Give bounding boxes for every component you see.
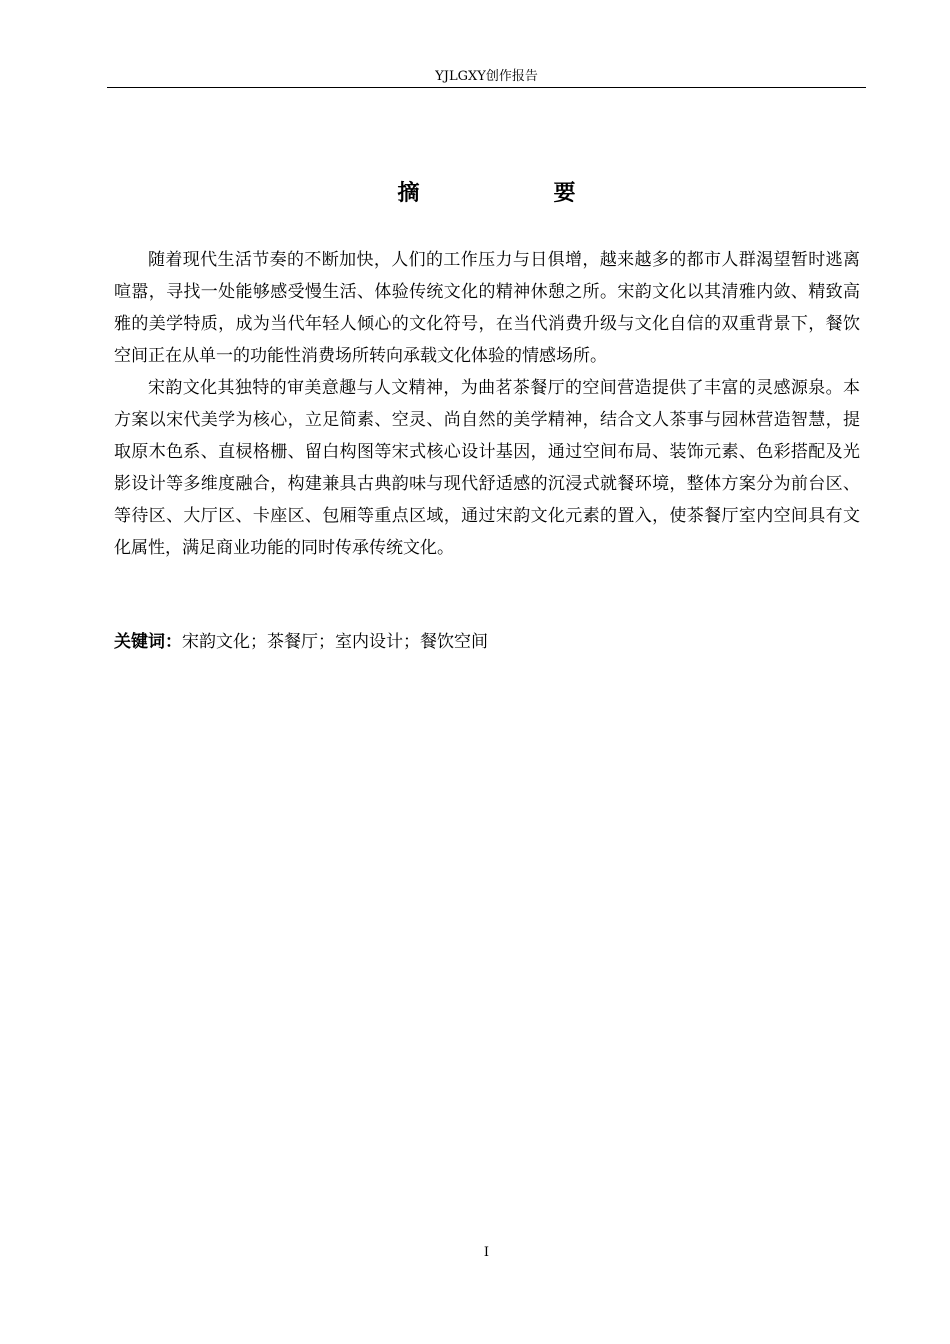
- keywords-line: [114, 626, 860, 658]
- page-header: YJLGXY创作报告: [435, 69, 538, 84]
- keywords-value: 宋韵文化；茶餐厅；室内设计；餐饮空间: [182, 632, 488, 652]
- page-number: I: [483, 1245, 490, 1260]
- abstract-paragraph-1: 随着现代生活节奏的不断加快，人们的工作压力与日俱增，越来越多的都市人群渴望暂时逃离喧嚣，寻找一处能够感受慢生活、体验传统文化的精神休憩之所。宋韵文化以其清雅内敛、精致高雅的美学特质，成为当代年轻人倾心的文化符号，在当代消费升级与文化自信的双重背景下，餐饮空间正在从单一的功能性消费场所转向承载文化体验的情感场所。: [114, 250, 860, 366]
- page-title: 摘 要: [397, 181, 632, 206]
- header-rule: [107, 87, 866, 88]
- abstract-body: [114, 244, 860, 564]
- keywords-label: 关键词：: [114, 632, 182, 652]
- abstract-paragraph-2: 宋韵文化其独特的审美意趣与人文精神，为曲茗茶餐厅的空间营造提供了丰富的灵感源泉。本方案以宋代美学为核心，立足简素、空灵、尚自然的美学精神，结合文人茶事与园林营造智慧，提取原木色系、直棂格栅、留白构图等宋式核心设计基因，通过空间布局、装饰元素、色彩搭配及光影设计等多维度融合，构建兼具古典韵味与现代舒适感的沉浸式就餐环境，整体方案分为前台区、等待区、大厅区、卡座区、包厢等重点区域，通过宋韵文化元素的置入，使茶餐厅室内空间具有文化属性，满足商业功能的同时传承传统文化。: [114, 378, 860, 558]
